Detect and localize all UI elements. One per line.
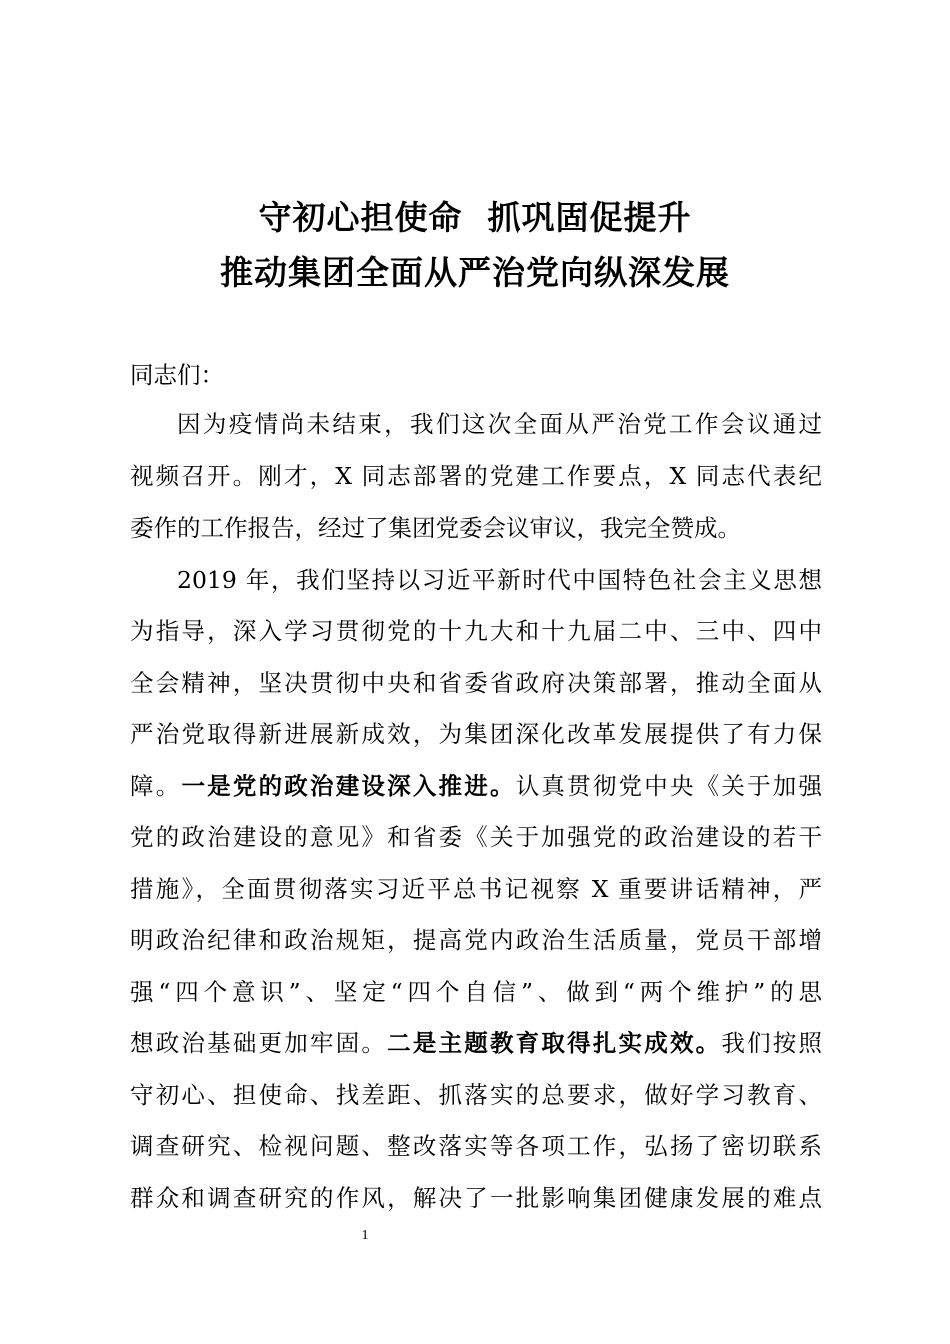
paragraph-2-line-13: 群众和调查研究的作风，解决了一批影响集团健康发展的难点 <box>130 1184 822 1212</box>
page-number: 1 <box>361 1228 369 1243</box>
paragraph-2-line-5 <box>130 760 822 812</box>
paragraph-2-line-11: 守初心、担使命、找差距、抓落实的总要求，做好学习教育、 <box>130 1081 822 1109</box>
paragraph-2-line-10 <box>130 1017 822 1069</box>
paragraph-1-line-2: 视频召开。刚才，X 同志部署的党建工作要点，X 同志代表纪 <box>130 462 822 490</box>
title-line-2: 推动集团全面从严治党向纵深发展 <box>220 253 730 292</box>
paragraph-2-line-12: 调查研究、检视问题、整改落实等各项工作，弘扬了密切联系 <box>130 1132 822 1160</box>
text-segment: 障。 <box>130 772 182 800</box>
bold-heading-2: 二是主题教育取得扎实成效。 <box>387 1029 722 1057</box>
paragraph-1-line-1: 因为疫情尚未结束，我们这次全面从严治党工作会议通过 <box>177 410 822 438</box>
bold-heading-1: 一是党的政治建设深入推进。 <box>181 772 516 800</box>
paragraph-2-line-9: 强“四个意识”、坚定“四个自信”、做到“两个维护”的思 <box>130 978 822 1006</box>
greeting: 同志们： <box>130 361 224 389</box>
text-segment: 认真贯彻党中央《关于加强 <box>515 772 823 800</box>
paragraph-2-line-3: 全会精神，坚决贯彻中央和省委省政府决策部署，推动全面从 <box>130 669 822 697</box>
paragraph-2-line-7: 措施》，全面贯彻落实习近平总书记视察 X 重要讲话精神，严 <box>130 875 822 903</box>
paragraph-2-line-6: 党的政治建设的意见》和省委《关于加强党的政治建设的若干 <box>130 823 822 851</box>
text-segment: 想政治基础更加牢固。 <box>130 1029 388 1057</box>
paragraph-2-line-1: 2019 年，我们坚持以习近平新时代中国特色社会主义思想 <box>177 566 822 594</box>
title-line-1: 守初心担使命 抓巩固促提升 <box>258 198 692 237</box>
paragraph-2-line-2: 为指导，深入学习贯彻党的十九大和十九届二中、三中、四中 <box>130 617 822 645</box>
text-segment: 我们按照 <box>721 1029 823 1057</box>
paragraph-1-line-3: 委作的工作报告，经过了集团党委会议审议，我完全赞成。 <box>130 514 741 542</box>
paragraph-2-line-8: 明政治纪律和政治规矩，提高党内政治生活质量，党员干部增 <box>130 926 822 954</box>
paragraph-2-line-4: 严治党取得新进展新成效，为集团深化改革发展提供了有力保 <box>130 720 822 748</box>
